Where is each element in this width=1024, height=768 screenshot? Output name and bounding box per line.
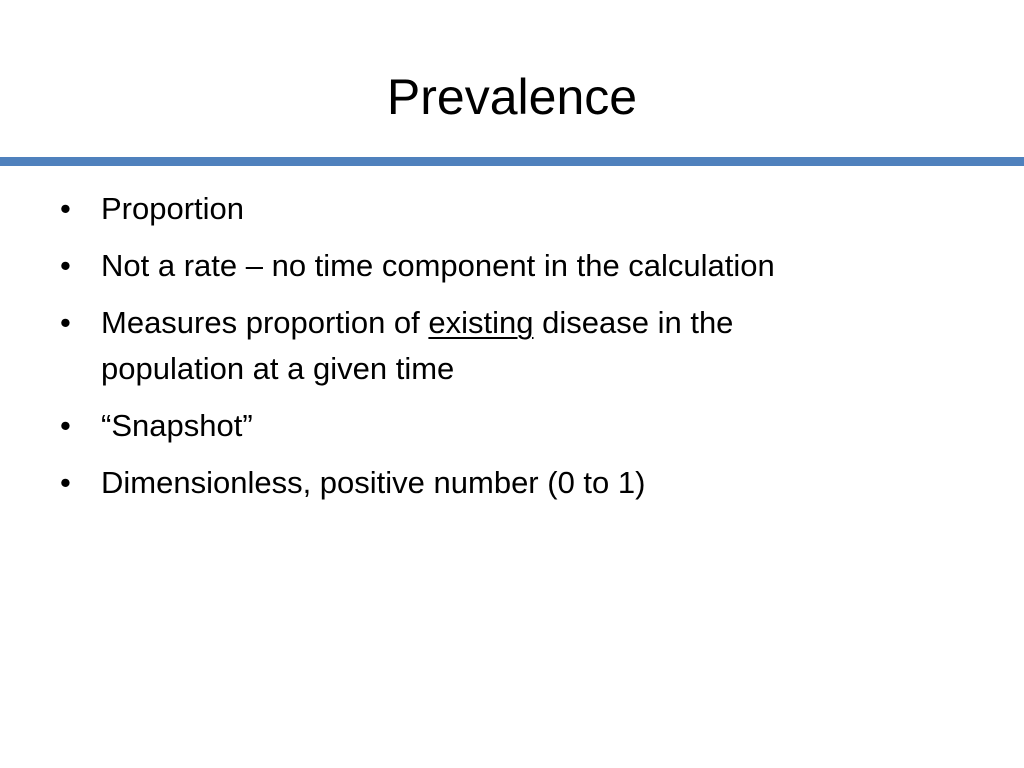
bullet-text-emphasis: existing [428,305,534,340]
bullet-item [0,186,1024,232]
bullet-item [0,403,1024,449]
bullet-text: Proportion [101,191,245,226]
bullet-item [0,300,1024,392]
bullet-item [0,460,1024,506]
bullet-text: Not a rate – no time component in the calculation [101,248,775,283]
bullet-icon: • [60,305,71,340]
bullet-text: “Snapshot” [101,408,253,443]
bullet-list [0,186,1024,517]
bullet-icon: • [60,191,71,226]
bullet-icon: • [60,408,71,443]
slide-title: Prevalence [386,69,638,125]
title-divider [0,157,1024,166]
bullet-text-before: Measures proportion of [101,305,429,340]
bullet-text-after: disease in the population at a given time [101,305,734,386]
bullet-icon: • [60,248,71,283]
bullet-icon: • [60,465,71,500]
bullet-item [0,243,1024,289]
bullet-text: Dimensionless, positive number (0 to 1) [101,465,646,500]
